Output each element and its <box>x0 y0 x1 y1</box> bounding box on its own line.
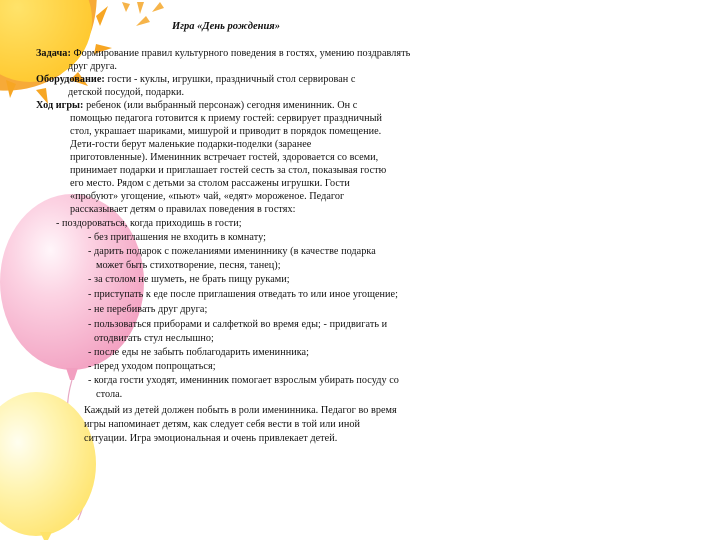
equipment-line <box>36 74 355 86</box>
rule-item: отодвигать стул неслышно; <box>94 333 214 344</box>
equipment-text: гости - куклы, игрушки, праздничный стол сервирован с <box>107 74 356 85</box>
closing-line: Каждый из детей должен побыть в роли именинника. Педагог во время <box>84 405 397 416</box>
page-title: Игра «День рождения» <box>172 21 280 32</box>
rule-item: - приступать к еде после приглашения отведать то или иное угощение; <box>88 289 399 300</box>
course-text-line: «пробуют» угощение, «пьют» чай, «едят» мороженое. Педагог <box>70 191 345 202</box>
rule-item: стола. <box>96 389 123 400</box>
rule-item: - без приглашения не входить в комнату; <box>88 232 266 243</box>
rule-item: - после еды не забыть поблагодарить именинника; <box>88 347 309 358</box>
closing-line: ситуации. Игра эмоциональная и очень привлекает детей. <box>84 433 338 444</box>
course-label: Ход игры: <box>36 100 84 111</box>
task-label: Задача: <box>36 48 71 59</box>
rule-item: - когда гости уходят, именинник помогает взрослым убирать посуду со <box>88 375 399 386</box>
course-text-line: стол, украшает шариками, мишурой и приводит в порядок помещение. <box>70 126 382 137</box>
task-line <box>36 48 410 60</box>
rule-item: может быть стихотворение, песня, танец); <box>96 260 281 271</box>
rule-item: - за столом не шуметь, не брать пищу руками; <box>88 274 290 285</box>
rule-item: - дарить подарок с пожеланиями имениннику (в качестве подарка <box>88 246 376 257</box>
course-text-line: принимает подарки и приглашает гостей сесть за стол, показывая гостю <box>70 165 387 176</box>
course-text-line: рассказывает детям о правилах поведения в гостях: <box>70 204 296 215</box>
rule-item: - не перебивать друг друга; <box>88 304 208 315</box>
course-text-line: помощью педагога готовится к приему гостей: сервирует праздничный <box>70 113 383 124</box>
task-text-cont: друг друга. <box>68 61 117 72</box>
course-text-line: его место. Рядом с детьми за столом рассажены игрушки. Гости <box>70 178 350 189</box>
rule-item: - поздороваться, когда приходишь в гости; <box>56 218 242 229</box>
course-text-line: Дети-гости берут маленькие подарки-поделки (заранее <box>70 139 312 150</box>
course-line <box>36 100 357 112</box>
task-text: Формирование правил культурного поведения в гостях, умению поздравлять <box>73 48 411 59</box>
rule-item: - пользоваться приборами и салфеткой во время еды; - придвигать и <box>88 319 388 330</box>
equipment-text-cont: детской посудой, подарки. <box>68 87 185 98</box>
rule-item: - перед уходом попрощаться; <box>88 361 216 372</box>
course-text: ребенок (или выбранный персонаж) сегодня именинник. Он с <box>86 100 358 111</box>
equipment-label: Оборудование: <box>36 74 105 85</box>
closing-line: игры напоминает детям, как следует себя вести в той или иной <box>84 419 360 430</box>
course-text-line: приготовленные). Именинник встречает гостей, здоровается со всеми, <box>70 152 379 163</box>
